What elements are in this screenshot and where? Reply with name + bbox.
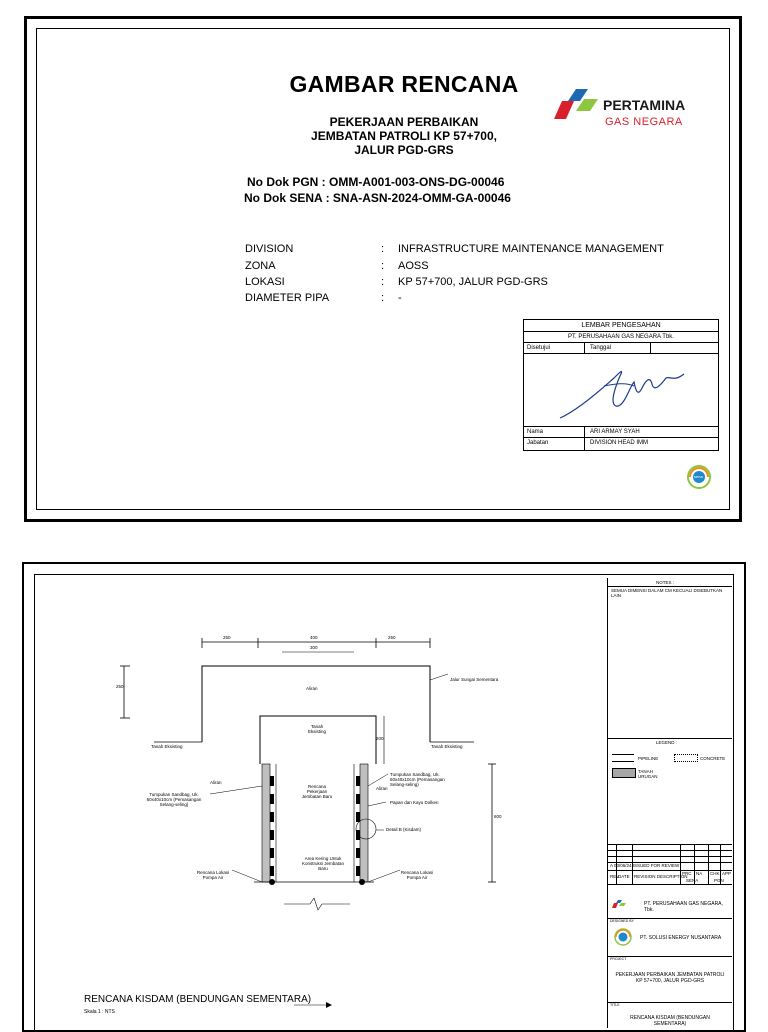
info-label-diameter: DIAMETER PIPA — [245, 292, 330, 304]
doc-number-sena: No Dok SENA : SNA-ASN-2024-OMM-GA-00046 — [244, 191, 511, 205]
rev-col-app: APP — [722, 871, 732, 876]
label-rencana-lokasi-left: Rencana Lokasi Pompa Air — [196, 870, 230, 880]
dim-top-center: 400 — [310, 635, 318, 640]
info-label-division: DIVISION — [245, 243, 294, 255]
sandbag-wall-left — [262, 764, 270, 882]
subtitle-line-1: PEKERJAAN PERBAIKAN — [329, 115, 479, 129]
name-value: ARI ARMAY SYAH — [590, 429, 640, 435]
pertamina-logo-text: PERTAMINA — [603, 97, 686, 113]
rev-col-description: REVISION DESCRIPTION — [634, 874, 688, 879]
info-sep: : — [381, 243, 385, 255]
revision-row: A 03/06/24 ISSUED FOR REVIEW — [610, 863, 680, 868]
label-jalur-sungai: Jalur Sungai Sementara — [450, 677, 499, 682]
sena-logo-text: sena — [694, 474, 703, 479]
doc-number-pgn: No Dok PGN : OMM-A001-003-ONS-DG-00046 — [247, 175, 505, 189]
drawing-sheet — [22, 562, 746, 1032]
position-value: DIVISION HEAD IMM — [590, 440, 649, 446]
rev-col-na: NA — [696, 871, 703, 876]
label-tanah-eksisting-center: Tanah Eksisting — [307, 724, 326, 734]
owner-name: PT. PERUSAHAAN GAS NEGARA, Tbk. — [644, 901, 723, 913]
legend-concrete-symbol — [674, 754, 698, 762]
drawing-caption: RENCANA KISDAM (BENDUNGAN SEMENTARA) — [84, 994, 312, 1005]
contractor-name: PT. SOLUSI ENERGY NUSANTARA — [640, 935, 722, 941]
title-block — [607, 578, 732, 1028]
legend-pipeline: PIPELINE — [638, 756, 659, 761]
project-label: PROJECT — [610, 957, 627, 961]
label-area-kering: Area Kering Untuk Konstruksi Jembatan Baru — [301, 856, 345, 871]
label-tumpukan-left: Tumpukan Sandbag, Uk. 60x40x10cm (Pemasangan Selang-seling) — [146, 792, 202, 807]
approval-company: PT. PERUSAHAAN GAS NEGARA Tbk. — [568, 334, 674, 340]
dim-top-right: 250 — [388, 635, 396, 640]
info-sep: : — [381, 292, 385, 304]
subtitle-line-2: JEMBATAN PATROLI KP 57+700, — [311, 129, 497, 143]
flow-arrow-label-1: Aliran — [306, 686, 318, 691]
note-1: SEMUA DIMENSI DALAM CM KECUALI DISEBUTKAN LAIN — [611, 588, 723, 598]
info-value-zona: AOSS — [398, 260, 429, 272]
label-tanah-eksisting-right: Tanah Eksisting — [431, 744, 463, 749]
sheet-title: RENCANA KISDAM (BENDUNGAN SEMENTARA) — [630, 1015, 710, 1027]
sena-column-label: SENA — [686, 878, 699, 883]
label-papan-kayu: Papan dan Kayu Dolken — [390, 800, 439, 805]
legend-concrete: CONCRETE — [700, 756, 726, 761]
dim-top-center-2: 300 — [310, 645, 318, 650]
sena-small-logo-icon — [614, 928, 632, 946]
pertamina-logo — [554, 87, 600, 121]
legend-tanah-symbol — [612, 768, 636, 778]
info-label-lokasi: LOKASI — [245, 276, 285, 288]
legend-header: LEGEND : — [656, 740, 678, 745]
rev-col-date: DATE — [618, 874, 630, 879]
pertamina-small-logo-icon — [612, 900, 626, 908]
north-arrow-icon — [294, 1000, 334, 1010]
dim-mid: 200 — [376, 736, 384, 741]
label-tanah-eksisting-left: Tanah Eksisting — [151, 744, 183, 749]
title-label: TITLE — [610, 1003, 620, 1007]
gas-negara-logo-text: GAS NEGARA — [605, 116, 683, 128]
approval-header: LEMBAR PENGESAHAN — [581, 322, 661, 329]
dim-left: 250 — [116, 684, 124, 689]
drawing-title: GAMBAR RENCANA — [289, 71, 519, 97]
legend-tanah: TANAH URUGAN — [638, 769, 658, 779]
project-name: PEKERJAAN PERBAIKAN JEMBATAN PATROLI KP 57+700, JALUR PGD-GRS — [615, 972, 725, 984]
flow-arrow-label-3: Aliran — [376, 786, 388, 791]
label-tumpukan-right: Tumpukan Sandbag, Uk. 60x40x10cm (Pemasangan Selang-seling) — [390, 772, 445, 787]
approval-table — [523, 319, 719, 451]
subtitle-line-3: JALUR PGD-GRS — [354, 143, 454, 157]
rev-col-chk: CHK — [710, 871, 720, 876]
name-label: Nama — [527, 429, 544, 435]
pertamina-logo-icon — [554, 87, 600, 121]
label-rencana-pekerjaan: Rencana Pekerjaan Jembatan Baru — [301, 784, 333, 799]
dim-right: 600 — [494, 814, 502, 819]
info-value-diameter: - — [398, 292, 402, 304]
info-label-zona: ZONA — [245, 260, 276, 272]
flow-arrow-label-2: Aliran — [210, 780, 222, 785]
sandbag-wall-right — [360, 764, 368, 882]
cover-sheet — [24, 16, 742, 522]
approved-label: Disetujui — [527, 345, 551, 351]
kisdam-plan-drawing — [114, 634, 534, 914]
info-value-lokasi: KP 57+700, JALUR PGD-GRS — [398, 276, 548, 288]
signature-mark — [554, 356, 694, 424]
date-label: Tanggal — [590, 345, 612, 351]
sena-logo — [687, 465, 711, 489]
designed-by-label: DESIGNED BY — [610, 919, 634, 923]
dim-top-left: 250 — [223, 635, 231, 640]
label-rencana-lokasi-right: Rencana Lokasi Pompa Air — [400, 870, 434, 880]
notes-header: NOTES : — [656, 580, 675, 585]
rev-col-prc: PRC — [682, 871, 692, 876]
info-sep: : — [381, 276, 385, 288]
position-label: Jabatan — [527, 440, 549, 446]
label-detail-b: Detail B (Kisdam) — [386, 827, 422, 832]
drawing-scale: Skala 1 : NTS — [84, 1009, 115, 1015]
info-sep: : — [381, 260, 385, 272]
rev-col-rev: REV — [610, 874, 620, 879]
pgn-column-label: PGN — [714, 878, 724, 883]
legend-pipeline-symbol — [612, 754, 634, 762]
info-value-division: INFRASTRUCTURE MAINTENANCE MANAGEMENT — [398, 243, 664, 255]
